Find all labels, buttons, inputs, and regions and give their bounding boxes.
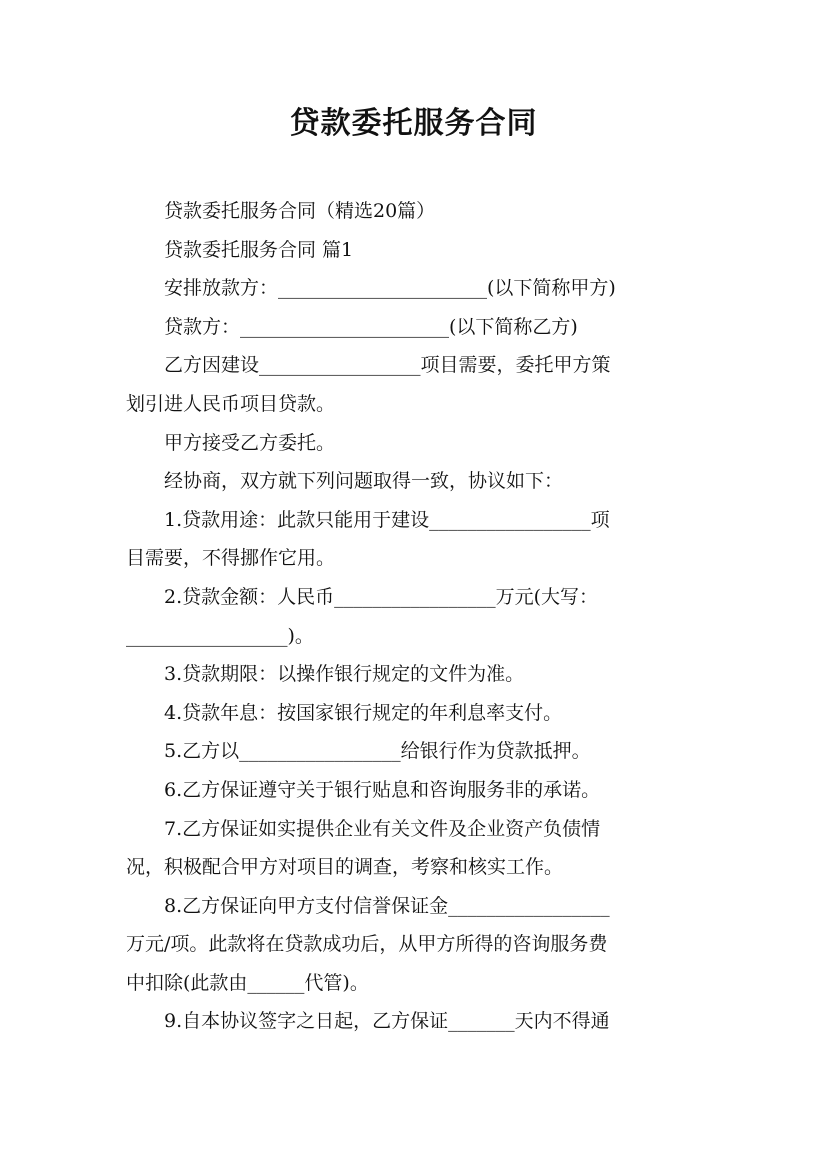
document-line: 甲方接受乙方委托。 <box>164 431 336 454</box>
document-line: 9.自本协议签字之日起，乙方保证_______天内不得通 <box>164 1010 610 1033</box>
document-line: 4.贷款年息：按国家银行规定的年利息率支付。 <box>164 701 563 724</box>
document-title: 贷款委托服务合同 <box>289 106 538 141</box>
document-line: 安排放款方：______________________(以下简称甲方) <box>164 277 616 300</box>
document-line: 8.乙方保证向甲方支付信誉保证金_________________ <box>164 894 610 917</box>
document-line: 中扣除(此款由______代管)。 <box>126 971 369 994</box>
document-line: 2.贷款金额：人民币_________________万元(大写： <box>164 585 599 608</box>
document-line: 贷款方：______________________(以下简称乙方) <box>164 315 578 338</box>
document-line: 万元/项。此款将在贷款成功后，从甲方所得的咨询服务费 <box>126 933 608 956</box>
document-line: 7.乙方保证如实提供企业有关文件及企业资产负债情 <box>164 817 601 840</box>
document-line: 经协商，双方就下列问题取得一致，协议如下： <box>164 470 564 493</box>
document-line: 1.贷款用途：此款只能用于建设_________________项 <box>164 508 610 531</box>
document-body <box>126 192 702 1041</box>
document-line: 贷款委托服务合同（精选20篇） <box>164 200 436 222</box>
document-line: _________________)。 <box>126 624 314 647</box>
document-line: 乙方因建设_________________项目需要，委托甲方策 <box>164 354 611 377</box>
document-line: 况，积极配合甲方对项目的调查，考察和核实工作。 <box>126 856 564 879</box>
document-line: 3.贷款期限：以操作银行规定的文件为准。 <box>164 663 525 686</box>
document-line: 5.乙方以_________________给银行作为贷款抵押。 <box>164 740 591 763</box>
document-line: 划引进人民币项目贷款。 <box>126 392 336 415</box>
document-line: 6.乙方保证遵守关于银行贴息和咨询服务非的承诺。 <box>164 778 601 801</box>
document-line: 目需要，不得挪作它用。 <box>126 547 336 570</box>
document-line: 贷款委托服务合同 篇1 <box>164 238 354 261</box>
